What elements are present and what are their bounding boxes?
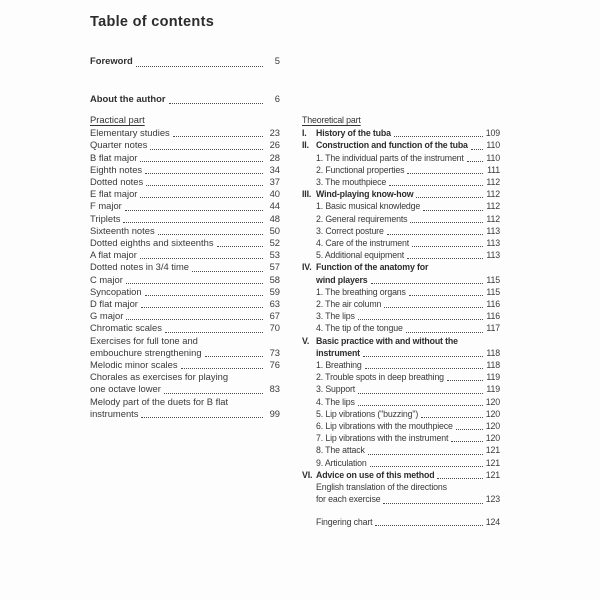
toc-entry-label: one octave lower bbox=[90, 383, 161, 395]
toc-entry-label: Basic practice with and without the bbox=[316, 335, 458, 346]
dot-leader bbox=[387, 234, 483, 235]
toc-entry-label: Dotted notes in 3/4 time bbox=[90, 261, 190, 273]
dot-leader bbox=[146, 185, 263, 186]
toc-entry bbox=[90, 127, 280, 139]
toc-entry-label: Function of the anatomy for bbox=[316, 262, 429, 273]
toc-entry bbox=[302, 200, 500, 212]
toc-entry bbox=[90, 371, 280, 383]
toc-entry bbox=[90, 237, 280, 249]
toc-entry-page: 76 bbox=[269, 359, 280, 371]
toc-entry-label: 8. The attack bbox=[316, 445, 365, 456]
page-title: Table of contents bbox=[90, 14, 215, 30]
toc-entry-label: Sixteenth notes bbox=[90, 224, 155, 236]
toc-entry-page: 112 bbox=[486, 177, 500, 188]
toc-entry-label: 2. General requirements bbox=[316, 213, 408, 224]
toc-entry-label: 4. The lips bbox=[316, 396, 355, 407]
toc-entry-page: 70 bbox=[269, 322, 280, 334]
toc-entry-label: A flat major bbox=[90, 249, 137, 261]
dot-leader bbox=[406, 332, 483, 333]
toc-entry bbox=[302, 371, 500, 383]
toc-entry-page: 59 bbox=[269, 285, 280, 297]
toc-entry-page: 120 bbox=[485, 408, 500, 419]
toc-entry bbox=[302, 359, 500, 371]
toc-entry-page: 123 bbox=[485, 494, 500, 505]
toc-entry-page: 99 bbox=[269, 407, 280, 419]
toc-entry bbox=[90, 310, 280, 322]
toc-entry-page: 115 bbox=[486, 274, 500, 285]
dot-leader bbox=[407, 258, 483, 259]
toc-entry-label: 3. The lips bbox=[316, 311, 355, 322]
toc-entry bbox=[302, 127, 500, 139]
toc-entry-label: Fingering chart bbox=[316, 516, 373, 527]
toc-entry-page: 23 bbox=[269, 127, 280, 139]
toc-entry-page: 5 bbox=[274, 55, 280, 66]
toc-entry-label: D flat major bbox=[90, 298, 138, 310]
dot-leader bbox=[126, 283, 263, 284]
toc-entry-label: E flat major bbox=[90, 188, 138, 200]
dot-leader bbox=[412, 246, 483, 247]
section-numeral: VI. bbox=[302, 469, 313, 480]
theoretical-part-list bbox=[302, 127, 500, 528]
toc-entry-label: Melody part of the duets for B flat bbox=[90, 395, 229, 407]
toc-entry bbox=[302, 310, 500, 322]
practical-part-heading: Practical part bbox=[90, 114, 145, 125]
toc-entry-page: 124 bbox=[485, 516, 500, 527]
dot-leader bbox=[181, 368, 263, 369]
theoretical-part-heading: Theoretical part bbox=[302, 115, 361, 125]
toc-entry-page: 34 bbox=[269, 163, 280, 175]
toc-entry-page: 110 bbox=[486, 152, 500, 163]
dot-leader bbox=[165, 332, 263, 333]
toc-entry bbox=[90, 347, 280, 359]
dot-leader bbox=[358, 319, 483, 320]
dot-leader bbox=[371, 283, 484, 284]
toc-entry-page: 120 bbox=[485, 396, 500, 407]
toc-entry-page: 113 bbox=[486, 238, 500, 249]
dot-leader bbox=[123, 222, 263, 223]
toc-entry bbox=[302, 249, 500, 261]
toc-entry-label: wind players bbox=[316, 274, 368, 285]
toc-entry-label: 1. Basic musical knowledge bbox=[316, 201, 421, 212]
toc-entry bbox=[90, 359, 280, 371]
front-matter-list bbox=[90, 54, 280, 106]
toc-entry-label: 4. The tip of the tongue bbox=[316, 323, 403, 334]
toc-entry-label: embouchure strengthening bbox=[90, 346, 202, 358]
toc-entry-label: 7. Lip vibrations with the instrument bbox=[316, 433, 449, 444]
section-numeral: V. bbox=[302, 335, 310, 346]
toc-entry bbox=[90, 396, 280, 408]
toc-entry-label: 6. Lip vibrations with the mouthpiece bbox=[316, 421, 453, 432]
toc-entry-label: Dotted notes bbox=[90, 176, 144, 188]
section-numeral: I. bbox=[302, 128, 307, 139]
toc-entry-page: 121 bbox=[485, 469, 500, 480]
toc-entry bbox=[302, 188, 500, 200]
dot-leader bbox=[150, 149, 263, 150]
dot-leader bbox=[410, 222, 483, 223]
toc-entry-label: 5. Additional equipment bbox=[316, 250, 405, 261]
toc-entry bbox=[302, 213, 500, 225]
toc-entry bbox=[90, 164, 280, 176]
toc-entry bbox=[302, 469, 500, 481]
toc-entry bbox=[302, 176, 500, 188]
toc-entry bbox=[302, 493, 500, 505]
toc-entry-page: 28 bbox=[269, 151, 280, 163]
toc-entry bbox=[90, 139, 280, 151]
toc-columns bbox=[90, 114, 600, 528]
toc-entry bbox=[302, 396, 500, 408]
dot-leader bbox=[358, 393, 483, 394]
dot-leader bbox=[145, 173, 263, 174]
dot-leader bbox=[217, 246, 263, 247]
toc-entry-label: Chromatic scales bbox=[90, 322, 162, 334]
toc-entry bbox=[90, 225, 280, 237]
dot-leader bbox=[365, 368, 483, 369]
toc-entry-label: F major bbox=[90, 200, 122, 212]
toc-entry-page: 48 bbox=[269, 212, 280, 224]
toc-entry-page: 118 bbox=[486, 360, 500, 371]
dot-leader bbox=[437, 478, 482, 479]
toc-entry-page: 113 bbox=[486, 250, 500, 261]
toc-entry bbox=[302, 481, 500, 493]
toc-entry-label: Foreword bbox=[90, 55, 133, 66]
toc-entry-page: 116 bbox=[486, 299, 500, 310]
toc-entry-label: 3. Correct posture bbox=[316, 225, 384, 236]
toc-entry bbox=[302, 383, 500, 395]
toc-entry-label: Syncopation bbox=[90, 285, 142, 297]
toc-entry-page: 67 bbox=[269, 310, 280, 322]
toc-entry bbox=[302, 152, 500, 164]
dot-leader bbox=[407, 173, 483, 174]
dot-leader bbox=[451, 441, 482, 442]
dot-leader bbox=[471, 149, 483, 150]
toc-entry-label: 1. The individual parts of the instrument bbox=[316, 152, 464, 163]
dot-leader bbox=[140, 197, 263, 198]
toc-entry bbox=[302, 420, 500, 432]
toc-entry-label: Elementary studies bbox=[90, 127, 170, 139]
toc-entry-page: 73 bbox=[269, 346, 280, 358]
toc-entry-page: 115 bbox=[486, 286, 500, 297]
toc-entry bbox=[302, 274, 500, 286]
dot-leader bbox=[140, 161, 263, 162]
toc-entry bbox=[90, 298, 280, 310]
toc-entry-page: 26 bbox=[269, 139, 280, 151]
toc-entry-label: Melodic minor scales bbox=[90, 359, 178, 371]
toc-entry bbox=[302, 444, 500, 456]
dot-leader bbox=[394, 136, 483, 137]
toc-entry-label: 3. The mouthpiece bbox=[316, 177, 387, 188]
toc-entry bbox=[90, 54, 280, 69]
toc-entry-page: 121 bbox=[485, 445, 500, 456]
section-numeral: III. bbox=[302, 189, 312, 200]
toc-entry bbox=[302, 286, 500, 298]
dot-leader bbox=[456, 429, 483, 430]
toc-entry-label: 2. Trouble spots in deep breathing bbox=[316, 372, 444, 383]
toc-entry-label: 2. Functional properties bbox=[316, 164, 405, 175]
toc-entry-label: 9. Articulation bbox=[316, 457, 367, 468]
dot-leader bbox=[173, 136, 263, 137]
toc-entry-label: Exercises for full tone and bbox=[90, 334, 198, 346]
dot-leader bbox=[409, 295, 483, 296]
toc-entry-page: 112 bbox=[486, 213, 500, 224]
toc-entry-page: 121 bbox=[485, 457, 500, 468]
toc-entry-page: 110 bbox=[486, 140, 500, 151]
toc-entry bbox=[90, 335, 280, 347]
toc-entry-page: 117 bbox=[486, 323, 500, 334]
dot-leader bbox=[423, 210, 483, 211]
toc-entry-page: 40 bbox=[269, 188, 280, 200]
toc-entry bbox=[302, 237, 500, 249]
toc-entry bbox=[90, 92, 280, 107]
dot-leader bbox=[368, 454, 483, 455]
toc-entry-page: 44 bbox=[269, 200, 280, 212]
toc-entry-label: 2. The air column bbox=[316, 299, 382, 310]
dot-leader bbox=[421, 417, 483, 418]
toc-entry-label: English translation of the directions bbox=[316, 482, 447, 493]
toc-entry-label: C major bbox=[90, 273, 123, 285]
toc-entry-page: 119 bbox=[486, 384, 500, 395]
toc-entry bbox=[302, 457, 500, 469]
toc-entry-page: 113 bbox=[486, 225, 500, 236]
toc-entry-label: 1. Breathing bbox=[316, 360, 362, 371]
dot-leader bbox=[164, 393, 263, 394]
practical-part-list bbox=[90, 127, 280, 420]
toc-entry bbox=[302, 261, 500, 273]
dot-leader bbox=[447, 380, 483, 381]
dot-leader bbox=[158, 234, 263, 235]
toc-entry-page: 50 bbox=[269, 224, 280, 236]
toc-entry-page: 109 bbox=[485, 128, 500, 139]
toc-entry-label: Chorales as exercises for playing bbox=[90, 371, 229, 383]
toc-entry-label: About the author bbox=[90, 92, 166, 104]
toc-entry-page: 57 bbox=[269, 261, 280, 273]
toc-entry-label: B flat major bbox=[90, 151, 138, 163]
practical-part-column bbox=[90, 114, 280, 528]
toc-entry bbox=[90, 200, 280, 212]
toc-entry-label: Quarter notes bbox=[90, 139, 148, 151]
toc-entry-label: Wind-playing know-how bbox=[316, 189, 414, 200]
toc-entry-label: Dotted eighths and sixteenths bbox=[90, 237, 214, 249]
toc-entry-page: 83 bbox=[269, 383, 280, 395]
section-numeral: IV. bbox=[302, 262, 312, 273]
toc-entry-label: instruments bbox=[90, 407, 139, 419]
toc-entry-label: Advice on use of this method bbox=[316, 469, 435, 480]
toc-entry bbox=[90, 383, 280, 395]
dot-leader bbox=[205, 356, 263, 357]
toc-entry-page: 6 bbox=[274, 92, 280, 104]
toc-entry-label: instrument bbox=[316, 347, 360, 358]
toc-entry-label: 1. The breathing organs bbox=[316, 286, 406, 297]
toc-entry-page: 111 bbox=[487, 164, 500, 175]
theoretical-part-column bbox=[302, 114, 500, 528]
dot-leader bbox=[136, 66, 263, 67]
toc-entry bbox=[90, 286, 280, 298]
toc-entry-label: for each exercise bbox=[316, 494, 381, 505]
toc-entry bbox=[90, 249, 280, 261]
toc-entry bbox=[302, 347, 500, 359]
toc-entry bbox=[302, 225, 500, 237]
toc-entry-label: Construction and function of the tuba bbox=[316, 140, 468, 151]
dot-leader bbox=[375, 525, 482, 526]
toc-entry-label: G major bbox=[90, 310, 124, 322]
toc-entry-label: 5. Lip vibrations ("buzzing") bbox=[316, 408, 419, 419]
toc-entry bbox=[302, 408, 500, 420]
dot-leader bbox=[126, 319, 263, 320]
dot-leader bbox=[363, 356, 483, 357]
toc-entry bbox=[302, 139, 500, 151]
toc-entry bbox=[90, 322, 280, 334]
dot-leader bbox=[141, 417, 263, 418]
toc-entry-page: 112 bbox=[486, 201, 500, 212]
toc-entry bbox=[90, 152, 280, 164]
dot-leader bbox=[358, 405, 483, 406]
toc-entry bbox=[302, 516, 500, 528]
toc-entry bbox=[90, 261, 280, 273]
toc-entry-page: 119 bbox=[486, 372, 500, 383]
toc-entry bbox=[90, 274, 280, 286]
dot-leader bbox=[141, 307, 263, 308]
dot-leader bbox=[370, 466, 483, 467]
dot-leader bbox=[169, 103, 263, 104]
toc-entry-page: 118 bbox=[486, 347, 500, 358]
toc-entry-page: 120 bbox=[485, 421, 500, 432]
toc-entry bbox=[90, 176, 280, 188]
toc-entry bbox=[302, 164, 500, 176]
toc-entry-page: 37 bbox=[269, 176, 280, 188]
toc-entry-label: 4. Care of the instrument bbox=[316, 238, 410, 249]
dot-leader bbox=[467, 161, 483, 162]
toc-entry-label: History of the tuba bbox=[316, 128, 391, 139]
toc-entry-label: 3. Support bbox=[316, 384, 356, 395]
toc-entry-label: Eighth notes bbox=[90, 163, 143, 175]
dot-leader bbox=[125, 210, 263, 211]
section-numeral: II. bbox=[302, 140, 309, 151]
toc-entry-page: 63 bbox=[269, 298, 280, 310]
toc-entry-page: 58 bbox=[269, 273, 280, 285]
toc-entry bbox=[302, 335, 500, 347]
dot-leader bbox=[384, 307, 483, 308]
toc-entry bbox=[90, 188, 280, 200]
toc-entry-page: 53 bbox=[269, 249, 280, 261]
toc-entry-page: 52 bbox=[269, 237, 280, 249]
toc-entry-page: 116 bbox=[486, 311, 500, 322]
toc-entry bbox=[302, 298, 500, 310]
dot-leader bbox=[140, 258, 263, 259]
dot-leader bbox=[145, 295, 263, 296]
dot-leader bbox=[192, 271, 263, 272]
toc-entry bbox=[302, 322, 500, 334]
toc-entry bbox=[90, 408, 280, 420]
toc-entry bbox=[302, 432, 500, 444]
dot-leader bbox=[416, 197, 483, 198]
toc-entry-page: 112 bbox=[486, 189, 500, 200]
toc-entry-label: Triplets bbox=[90, 212, 121, 224]
toc-entry bbox=[90, 213, 280, 225]
toc-entry-page: 120 bbox=[485, 433, 500, 444]
dot-leader bbox=[383, 503, 482, 504]
dot-leader bbox=[389, 185, 483, 186]
